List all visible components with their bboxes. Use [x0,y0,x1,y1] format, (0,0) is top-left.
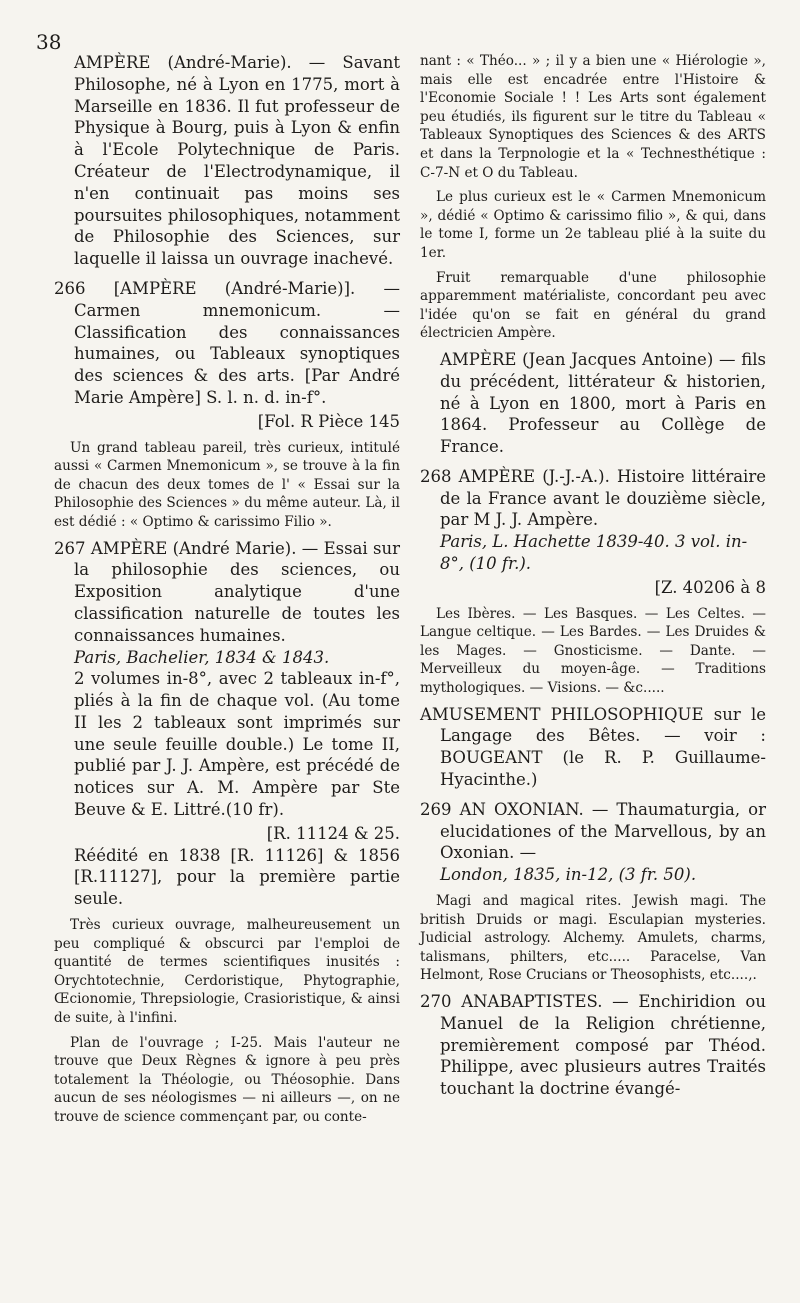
biography-ampere-jean-jacques: AMPÈRE (Jean Jacques Antoine) — fils du précédent, littérateur & historien, né à Lyon en 1800, mort à Paris en 1864. Professeur au Collège de France. [440,349,766,457]
entry-267-imprint: Paris, Bachelier, 1834 & 1843. [74,647,330,667]
entry-266 [54,278,400,532]
entry-267-note-continued: nant : « Théo... » ; il y a bien une « Hiérologie », mais elle est encadrée entre l'Histoire & l'Economie Sociale ! ! Les Arts sont également peu étudiés, ils figurent sur le titre du Tableau « Tableaux Synoptiques des Sciences & des ARTS et dans la Terpnologie et la « Technesthétique : C-7-N et O du Tableau. [420,53,766,181]
biography-ampere-andre-marie: AMPÈRE (André-Marie). — Savant Philosophe, né à Lyon en 1775, mort à Marseille en 1836. Il fut professeur de Physique à Bourg, puis à Lyon & enfin à l'Ecole Polytechnique de Paris. Créateur de l'Electrodynamique, il n'en continuait pas moins ses poursuites philosophiques, notamment de Philosophie des Sciences, sur laquelle il laissa un ouvrage inachevé. [74,53,400,269]
entry-269 [420,799,766,985]
entry-267-description: 2 volumes in-8°, avec 2 tableaux in-f°, pliés à la fin de chaque vol. (Au tome II les 2 tableaux sont imprimés sur une seule feuille double.) Le tome II, publié par J. J. Ampère, est précédé de notices sur A. M. Ampère par Ste Beuve & E. Littré.(10 fr). [74,669,400,820]
left-column [54,52,400,1133]
entry-266-title: 266 [AMPÈRE (André-Marie)]. — Carmen mnemonicum. — Classification des connaissances humaines, ou Tableaux synoptiques des sciences & des arts. [Par André Marie Ampère] S. l. n. d. in-f°. [54,278,400,407]
entry-269-title: 269 AN OXONIAN. — Thaumaturgia, or elucidationes of the Marvellous, by an Oxonian. — [420,799,766,863]
entry-267-note-2: Plan de l'ouvrage ; I-25. Mais l'auteur ne trouve que Deux Règnes & ignore à peu près totalement la Théologie, ou Théosophie. Dans aucun de ses néologismes — ni ailleurs —, on ne trouve de science commençant par, ou conte- [54,1034,400,1125]
page-number: 38 [36,30,62,54]
entry-268 [420,466,766,698]
cross-reference-amusement: AMUSEMENT PHILOSOPHIQUE sur le Langage des Bêtes. — voir : BOUGEANT (le R. P. Guillaume-Hyacinthe.) [420,704,766,790]
entry-267-note-fruit: Fruit remarquable d'une philosophie apparemment matérialiste, concordant peu avec l'idée qu'on se fait en général du grand électricien Ampère. [420,269,766,342]
entry-267-reissue: Réédité en 1838 [R. 11126] & 1856 [R.11127], pour la première partie seule. [74,845,400,909]
entry-270: 270 ANABAPTISTES. — Enchiridion ou Manuel de la Religion chrétienne, premièrement composé par Théod. Philippe, avec plusieurs autres Traités touchant la doctrine évangé- [420,991,766,1099]
entry-267-title: 267 AMPÈRE (André Marie). — Essai sur la philosophie des sciences, ou Exposition analytique d'une classification naturelle de toutes les connaissances humaines. [54,538,400,645]
entry-267-note-carmen: Le plus curieux est le « Carmen Mnemonicum », dédié « Optimo & carissimo filio », & qui, dans le tome I, forme un 2e tableau plié à la suite du 1er. [420,189,766,261]
entry-268-shelfmark: [Z. 40206 à 8 [654,577,766,597]
entry-266-note: Un grand tableau pareil, très curieux, intitulé aussi « Carmen Mnemonicum », se trouve à la fin de chacun des deux tomes de l' « Essai sur la Philosophie des Sciences » du même auteur. Là, il est dédié : « Optimo & carissimo Filio ». [54,439,400,530]
right-column [420,52,766,1108]
entry-268-imprint: Paris, L. Hachette 1839-40. 3 vol. in-8°, (10 fr.). [440,532,748,574]
entry-268-note: Les Ibères. — Les Basques. — Les Celtes. — Langue celtique. — Les Bardes. — Les Druides & les Mages. — Gnosticisme. — Dante. — Merveilleux du moyen-âge. — Traditions mythologiques. — Visions. — &c..... [420,605,766,697]
entry-269-note: Magi and magical rites. Jewish magi. The british Druids or magi. Esculapian mysteries. Judicial astrology. Alchemy. Amulets, charms, talismans, philters, etc..... Paracelse, Van Helmont, Rose Crucians or Theosophists, etc....,. [420,893,766,984]
entry-267 [54,538,400,1127]
entry-269-imprint: London, 1835, in-12, (3 fr. 50). [440,865,697,885]
entry-268-title: 268 AMPÈRE (J.-J.-A.). Histoire littéraire de la France avant le douzième siècle, par M J. J. Ampère. [420,466,766,530]
entry-267-shelfmark: [R. 11124 & 25. [266,823,400,843]
entry-267-note-1: Très curieux ouvrage, malheureusement un peu compliqué & obscurci par l'emploi de quantité de termes scientifiques inusités : Orychtotechnie, Cerdoristique, Phytographie, Œcionomie, Threpsiologie, Crasioristique, & ainsi de suite, à l'infini. [54,917,400,1027]
entry-266-shelfmark: [Fol. R Pièce 145 [257,411,400,431]
